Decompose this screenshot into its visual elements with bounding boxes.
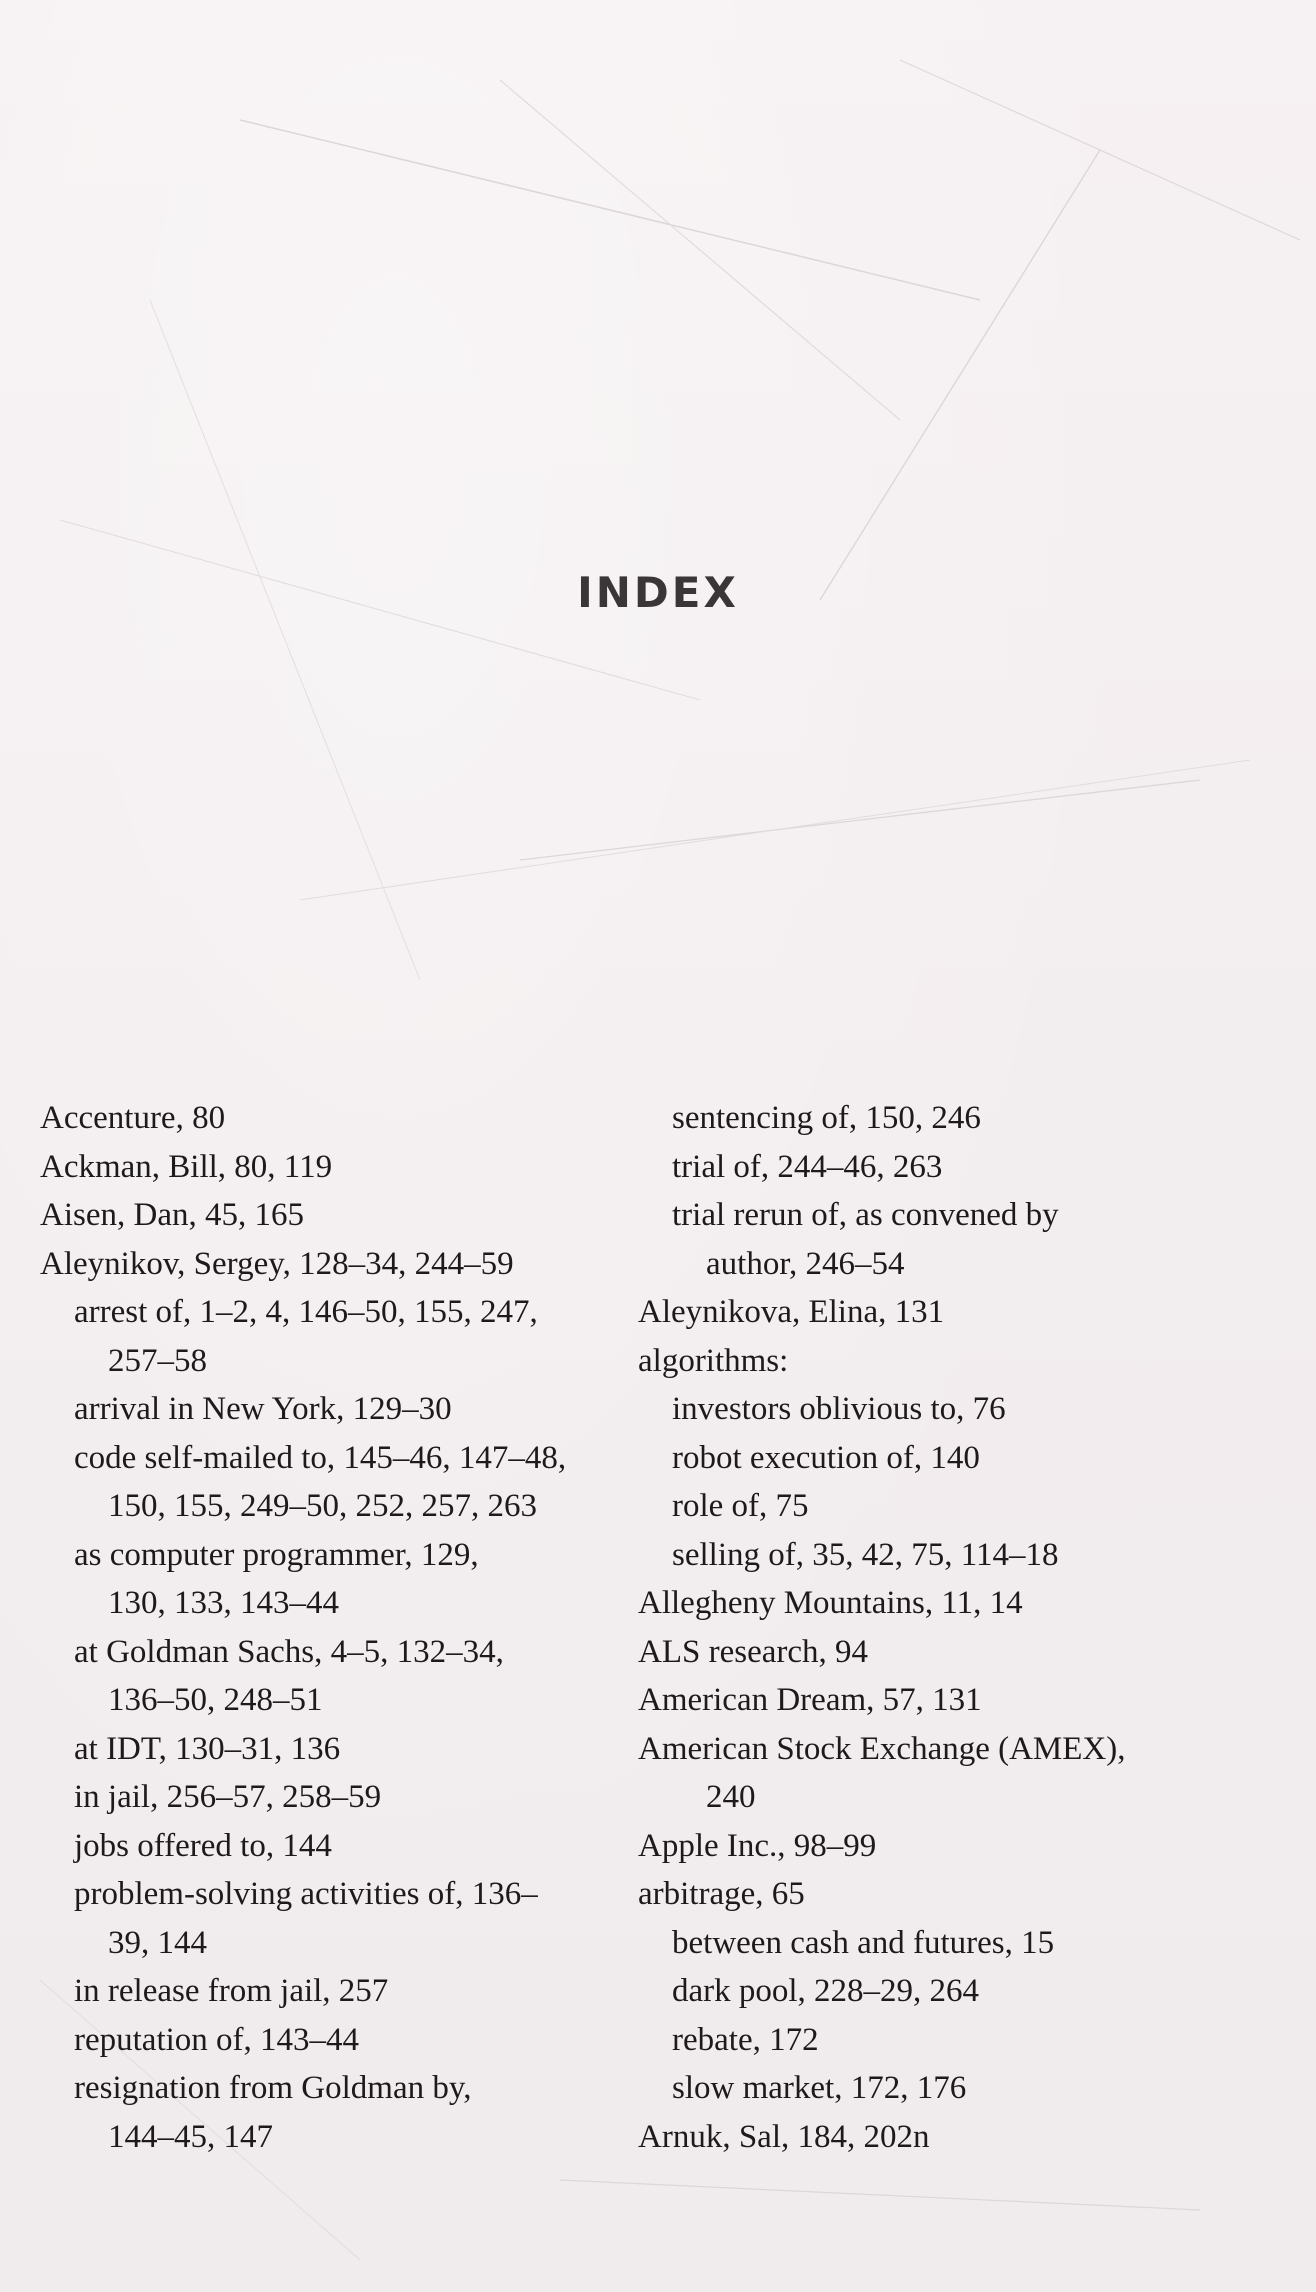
index-subentry: between cash and futures, 15 (672, 1924, 1055, 1961)
index-subentry: code self-mailed to, 145–46, 147–48, (74, 1439, 567, 1476)
index-continuation: author, 246–54 (706, 1245, 905, 1282)
index-subentry: jobs offered to, 144 (74, 1827, 332, 1864)
index-entry: Apple Inc., 98–99 (638, 1827, 877, 1864)
index-continuation: 240 (706, 1779, 756, 1815)
index-subentry: slow market, 172, 176 (672, 2070, 967, 2106)
index-subentry: as computer programmer, 129, (74, 1536, 479, 1573)
index-entry: American Dream, 57, 131 (638, 1682, 982, 1718)
index-subentry: selling of, 35, 42, 75, 114–18 (672, 1536, 1059, 1573)
index-subentry: arrest of, 1–2, 4, 146–50, 155, 247, (74, 1294, 538, 1330)
index-entry: Arnuk, Sal, 184, 202n (638, 2118, 930, 2155)
index-subentry: reputation of, 143–44 (74, 2021, 360, 2058)
index-entry: ALS research, 94 (638, 1633, 869, 1670)
index-subentry: sentencing of, 150, 246 (672, 1100, 981, 1136)
index-subentry: in release from jail, 257 (74, 1973, 389, 2009)
index-column-right (638, 1094, 1278, 2161)
index-subentry: in jail, 256–57, 258–59 (74, 1779, 382, 1815)
index-subentry: problem-solving activities of, 136– (74, 1876, 538, 1912)
index-subentry: dark pool, 228–29, 264 (672, 1973, 980, 2009)
index-continuation: 39, 144 (108, 1924, 207, 1961)
index-continuation: 257–58 (108, 1342, 207, 1379)
index-entry: Aleynikov, Sergey, 128–34, 244–59 (40, 1245, 514, 1282)
index-column-left (40, 1094, 620, 2161)
index-entry: Ackman, Bill, 80, 119 (40, 1148, 333, 1185)
index-subentry: at IDT, 130–31, 136 (74, 1730, 341, 1767)
index-entry: Aleynikova, Elina, 131 (638, 1294, 945, 1330)
index-continuation: 144–45, 147 (108, 2118, 273, 2155)
index-subentry: rebate, 172 (672, 2021, 819, 2058)
index-continuation: 130, 133, 143–44 (108, 1585, 339, 1621)
index-entry: Aisen, Dan, 45, 165 (40, 1197, 304, 1233)
index-subentry: resignation from Goldman by, (74, 2070, 472, 2106)
index-entry: Allegheny Mountains, 11, 14 (638, 1585, 1023, 1621)
index-subentry: arrival in New York, 129–30 (74, 1391, 452, 1427)
index-entry: Accenture, 80 (40, 1100, 226, 1136)
index-subentry: trial rerun of, as convened by (672, 1197, 1059, 1233)
index-entry: arbitrage, 65 (638, 1876, 805, 1912)
index-subentry: role of, 75 (672, 1488, 809, 1524)
index-subentry: trial of, 244–46, 263 (672, 1148, 943, 1185)
index-subentry: investors oblivious to, 76 (672, 1391, 1006, 1427)
index-subentry: at Goldman Sachs, 4–5, 132–34, (74, 1633, 504, 1670)
page-title: INDEX (577, 568, 739, 617)
index-entry: algorithms: (638, 1342, 789, 1379)
index-entry: American Stock Exchange (AMEX), (638, 1730, 1126, 1767)
index-continuation: 136–50, 248–51 (108, 1682, 323, 1718)
index-continuation: 150, 155, 249–50, 252, 257, 263 (108, 1488, 537, 1524)
index-subentry: robot execution of, 140 (672, 1439, 980, 1476)
